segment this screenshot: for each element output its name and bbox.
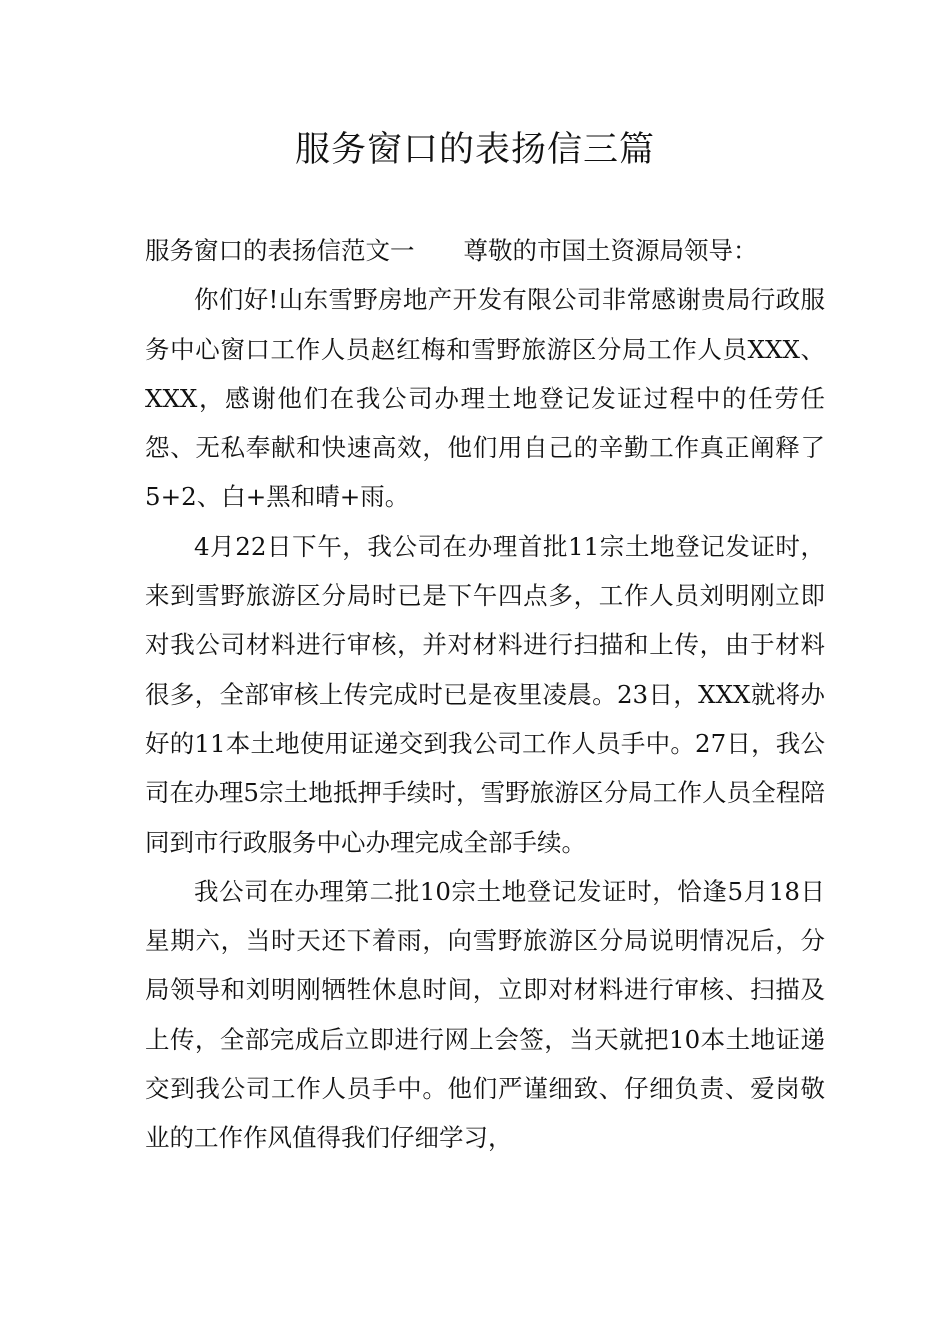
body-paragraph-1: 你们好!山东雪野房地产开发有限公司非常感谢贵局行政服务中心窗口工作人员赵红梅和雪野旅游区分局工作人员XXX、XXX，感谢他们在我公司办理土地登记发证过程中的任劳任怨、无私奉献和快速高效，他们用自己的辛勤工作真正阐释了5+2、白+黑和晴+雨。 [145, 285, 825, 512]
body-paragraph-3: 我公司在办理第二批10宗土地登记发证时，恰逢5月18日星期六，当时天还下着雨，向雪野旅游区分局说明情况后，分局领导和刘明刚牺牲休息时间，立即对材料进行审核、扫描及上传，全部完成后立即进行网上会签，当天就把10本土地证递交到我公司工作人员手中。他们严谨细致、仔细负责、爱岗敬业的工作作风值得我们仔细学习， [145, 876, 825, 1153]
salutation-line: 服务窗口的表扬信范文一 尊敬的市国土资源局领导： [145, 236, 758, 265]
document-body [145, 226, 825, 1163]
document-title: 服务窗口的表扬信三篇 [294, 130, 655, 170]
body-paragraph-2: 4月22日下午，我公司在办理首批11宗土地登记发证时，来到雪野旅游区分局时已是下午四点多，工作人员刘明刚立即对我公司材料进行审核，并对材料进行扫描和上传，由于材料很多，全部审核上传完成时已是夜里凌晨。23日，XXX就将办好的11本土地使用证递交到我公司工作人员手中。27日，我公司在办理5宗土地抵押手续时，雪野旅游区分局工作人员全程陪同到市行政服务中心办理完成全部手续。 [145, 531, 825, 857]
